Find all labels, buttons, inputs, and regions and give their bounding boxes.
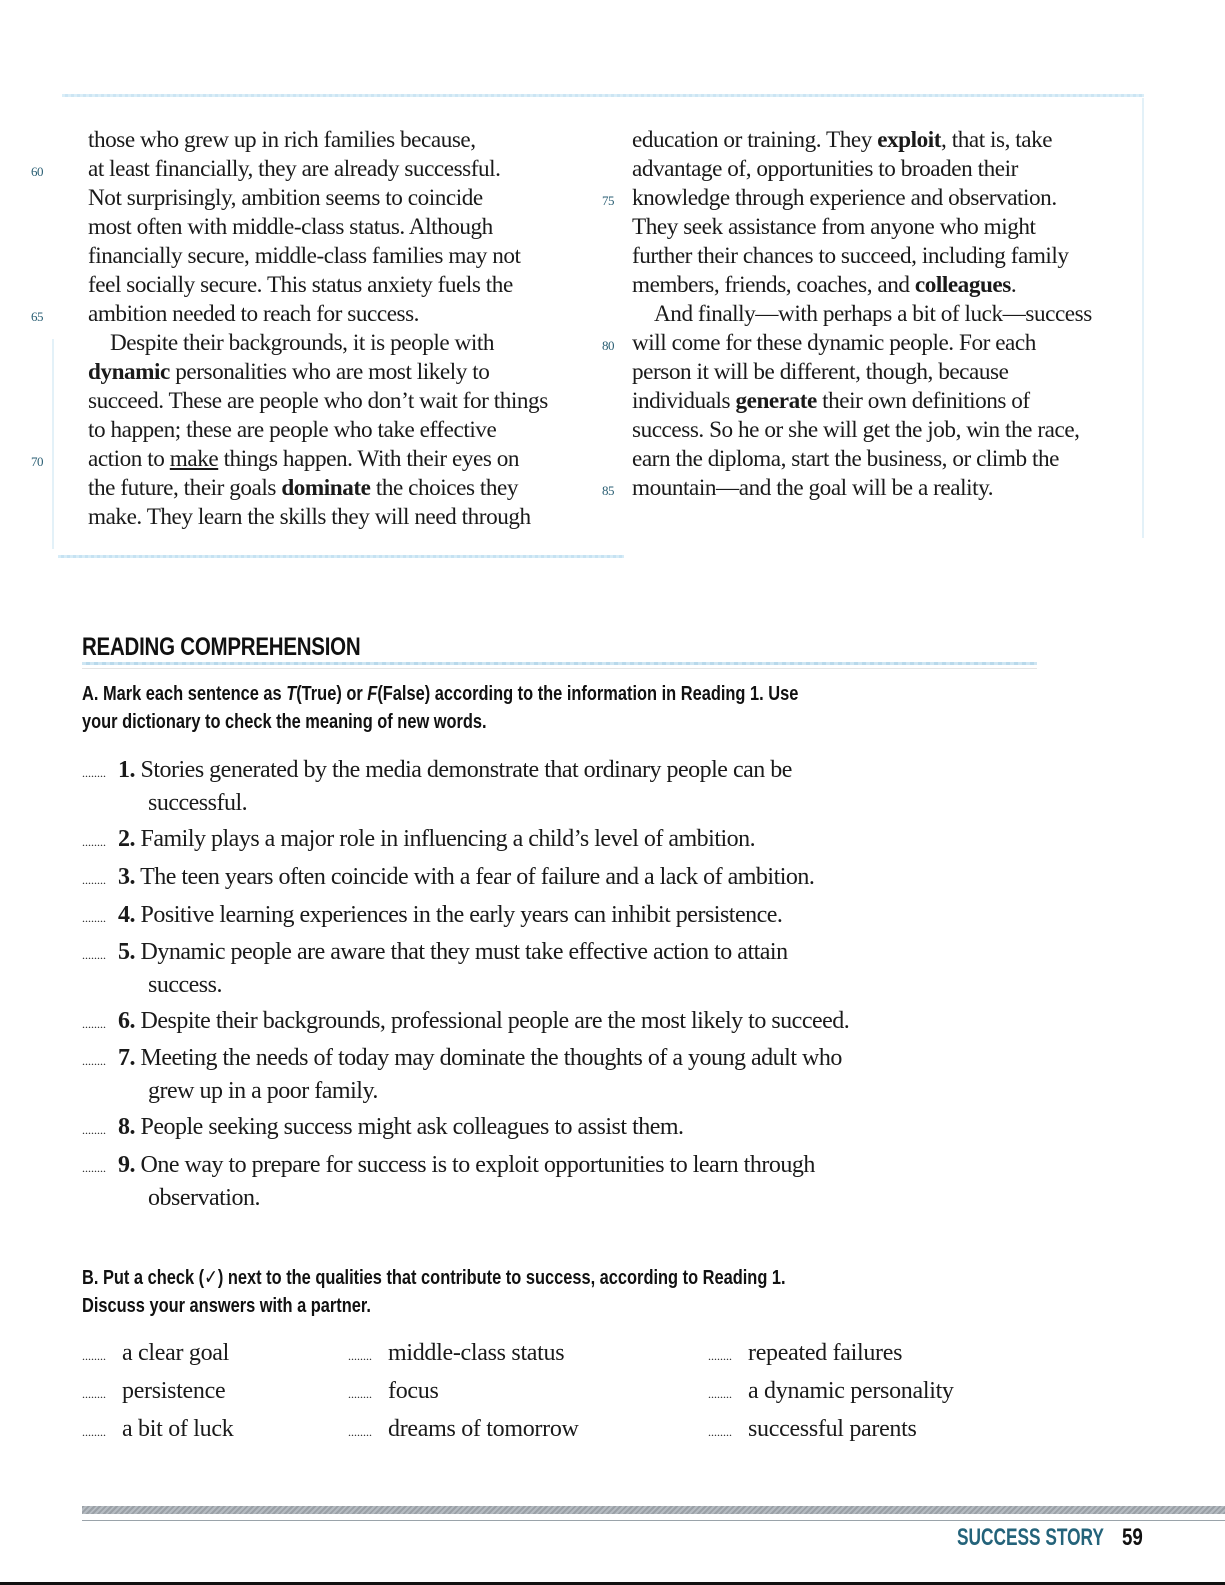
line-number: 80 [602, 338, 615, 353]
passage-text: members, friends, coaches, and [632, 272, 915, 298]
footer-bar [82, 1506, 1225, 1514]
check-blank[interactable]: ........ [708, 1387, 732, 1401]
passage-text: those who grew up in rich families because, [88, 127, 476, 153]
check-blank[interactable]: ........ [348, 1387, 372, 1401]
item-text: The teen years often coincide with a fear of failure and a lack of ambition. [140, 864, 815, 890]
check-blank[interactable]: ........ [348, 1349, 372, 1363]
line-number: 70 [31, 454, 44, 469]
false-letter: F [367, 682, 378, 705]
section-title: READING COMPREHENSION [82, 633, 361, 661]
item-number: 3. [118, 864, 135, 890]
quality-option [82, 1376, 225, 1409]
quality-label: persistence [122, 1378, 226, 1404]
item-number: 8. [118, 1114, 135, 1140]
check-blank[interactable]: ........ [82, 1349, 106, 1363]
passage-line [632, 271, 1132, 300]
check-blank[interactable]: ........ [82, 1387, 106, 1401]
passage-text: knowledge through experience and observation. [632, 185, 1057, 211]
quality-label: a dynamic personality [748, 1378, 954, 1404]
quality-option [708, 1376, 954, 1409]
page-number: 59 [1122, 1524, 1143, 1551]
quality-label: repeated failures [748, 1340, 903, 1366]
passage-line [632, 387, 1132, 416]
quality-option [348, 1376, 439, 1409]
passage-text: succeed. These are people who don’t wait for things [88, 388, 548, 414]
section-rule-thin [82, 668, 1037, 669]
answer-blank[interactable]: ........ [82, 1123, 106, 1137]
vocab-word: exploit [877, 127, 942, 153]
check-blank[interactable]: ........ [82, 1425, 106, 1439]
passage-text: earn the diploma, start the business, or climb the [632, 446, 1059, 472]
passage-text: at least financially, they are already successful. [88, 156, 501, 182]
answer-blank[interactable]: ........ [82, 766, 106, 780]
passage-text: Not surprisingly, ambition seems to coincide [88, 185, 483, 211]
true-false-item [82, 1150, 815, 1213]
passage-text: advantage of, opportunities to broaden their [632, 156, 1018, 182]
box-left-border [52, 339, 54, 549]
passage-text: individuals [632, 388, 736, 414]
passage-line [88, 416, 598, 445]
passage-text: to happen; these are people who take effective [88, 417, 497, 443]
item-number: 1. [118, 757, 135, 783]
quality-label: dreams of tomorrow [388, 1416, 579, 1442]
item-text: One way to prepare for success is to exploit opportunities to learn through [140, 1152, 815, 1178]
vocab-word: dynamic [88, 359, 170, 385]
quality-option [348, 1414, 579, 1447]
item-text: Meeting the needs of today may dominate the thoughts of a young adult who [140, 1045, 842, 1071]
passage-line [632, 242, 1132, 271]
passage-text: And finally—with perhaps a bit of luck—success [654, 301, 1092, 327]
answer-blank[interactable]: ........ [82, 1161, 106, 1175]
passage-text: make. They learn the skills they will need through [88, 504, 531, 530]
check-blank[interactable]: ........ [708, 1349, 732, 1363]
passage-line [31, 445, 598, 474]
instruction-text: (False) according to the information in Reading 1. Use [377, 682, 799, 705]
passage-text: person it will be different, though, because [632, 359, 1009, 385]
line-number: 75 [602, 193, 615, 208]
passage-line [632, 213, 1132, 242]
vocab-word: colleagues [914, 272, 1011, 298]
passage-line [602, 184, 1132, 213]
passage-text: education or training. They [632, 127, 878, 153]
passage-line [88, 271, 598, 300]
item-text: Positive learning experiences in the early years can inhibit persistence. [140, 902, 783, 928]
quality-label: middle-class status [388, 1340, 565, 1366]
item-number: 9. [118, 1152, 135, 1178]
check-blank[interactable]: ........ [708, 1425, 732, 1439]
quality-label: a clear goal [122, 1340, 229, 1366]
passage-line [88, 242, 598, 271]
quality-option [708, 1338, 902, 1371]
passage-line [31, 300, 598, 329]
passage-line [88, 213, 598, 242]
footer-line [82, 1520, 1225, 1521]
item-text: Despite their backgrounds, professional people are the most likely to succeed. [140, 1008, 850, 1034]
item-number: 7. [118, 1045, 135, 1071]
check-blank[interactable]: ........ [348, 1425, 372, 1439]
passage-text: financially secure, middle-class families may not [88, 243, 521, 269]
reading-column-left [31, 126, 598, 532]
underlined-word: make [169, 446, 219, 472]
box-top-border [62, 94, 1144, 97]
exercise-a-instruction-line2: your dictionary to check the meaning of new words. [82, 710, 487, 733]
passage-text: personalities who are most likely to [169, 359, 490, 385]
passage-text: success. So he or she will get the job, win the race, [632, 417, 1080, 443]
item-number: 2. [118, 826, 135, 852]
passage-line [88, 329, 598, 358]
passage-line [632, 155, 1132, 184]
true-false-item [82, 937, 788, 1000]
passage-line [632, 445, 1132, 474]
passage-line [632, 358, 1132, 387]
vocab-word: generate [735, 388, 817, 414]
exercise-b-instruction-line2: Discuss your answers with a partner. [82, 1294, 371, 1317]
true-false-item [82, 1112, 684, 1145]
answer-blank[interactable]: ........ [82, 1017, 106, 1031]
passage-line [88, 474, 598, 503]
passage-text: further their chances to succeed, including family [632, 243, 1069, 269]
true-false-item [82, 1043, 842, 1106]
box-bottom-border [58, 555, 624, 558]
item-text: People seeking success might ask colleagues to assist them. [140, 1114, 684, 1140]
item-text-continued: success. [148, 972, 222, 998]
item-text: Dynamic people are aware that they must take effective action to attain [140, 939, 788, 965]
item-text-continued: successful. [148, 790, 248, 816]
quality-option [348, 1338, 564, 1371]
passage-line [88, 184, 598, 213]
passage-text: , that is, take [941, 127, 1053, 153]
passage-text: . [1010, 272, 1017, 298]
item-text: Family plays a major role in influencing a child’s level of ambition. [140, 826, 756, 852]
item-text: Stories generated by the media demonstrate that ordinary people can be [140, 757, 792, 783]
passage-text: action to [88, 446, 170, 472]
quality-option [82, 1338, 229, 1371]
passage-line [602, 474, 1132, 503]
footer-chapter-title: SUCCESS STORY [957, 1524, 1104, 1551]
passage-line [632, 126, 1132, 155]
passage-text: feel socially secure. This status anxiety fuels the [88, 272, 513, 298]
passage-line [632, 416, 1132, 445]
instruction-text: A. Mark each sentence as [82, 682, 287, 705]
true-false-item [82, 1006, 849, 1039]
instruction-text: (True) or [296, 682, 368, 705]
quality-option [82, 1414, 233, 1447]
answer-blank[interactable]: ........ [82, 835, 106, 849]
passage-line [602, 329, 1132, 358]
item-text-continued: observation. [148, 1185, 260, 1211]
line-number: 85 [602, 483, 615, 498]
passage-line [88, 387, 598, 416]
quality-option [708, 1414, 917, 1447]
quality-label: focus [388, 1378, 439, 1404]
true-false-item [82, 824, 755, 857]
passage-text: things happen. With their eyes on [218, 446, 520, 472]
exercise-a-instruction-line1 [82, 680, 798, 708]
true-false-item [82, 755, 792, 818]
answer-blank[interactable]: ........ [82, 1054, 106, 1068]
quality-label: a bit of luck [122, 1416, 234, 1442]
passage-text: They seek assistance from anyone who might [632, 214, 1036, 240]
passage-line [31, 155, 598, 184]
answer-blank[interactable]: ........ [82, 911, 106, 925]
passage-line [632, 300, 1132, 329]
passage-text: ambition needed to reach for success. [88, 301, 420, 327]
vocab-word: dominate [281, 475, 371, 501]
passage-text: Despite their backgrounds, it is people with [110, 330, 494, 356]
box-right-border [1142, 98, 1144, 538]
true-false-item [82, 900, 782, 933]
answer-blank[interactable]: ........ [82, 948, 106, 962]
true-letter: T [286, 682, 297, 705]
item-number: 4. [118, 902, 135, 928]
passage-text: the future, their goals [88, 475, 282, 501]
item-number: 6. [118, 1008, 135, 1034]
passage-text: mountain—and the goal will be a reality. [632, 475, 994, 501]
passage-line [88, 358, 598, 387]
passage-text: their own definitions of [816, 388, 1030, 414]
passage-line [88, 503, 598, 532]
line-number: 60 [31, 164, 44, 179]
reading-column-right [602, 126, 1132, 503]
passage-line [88, 126, 598, 155]
passage-text: the choices they [370, 475, 519, 501]
section-rule [82, 662, 1037, 665]
quality-label: successful parents [748, 1416, 917, 1442]
line-number: 65 [31, 309, 44, 324]
passage-text: most often with middle-class status. Although [88, 214, 493, 240]
answer-blank[interactable]: ........ [82, 873, 106, 887]
exercise-b-instruction-line1: B. Put a check (✓) next to the qualities that contribute to success, according to Reading 1. [82, 1266, 786, 1289]
true-false-item [82, 862, 814, 895]
item-number: 5. [118, 939, 135, 965]
passage-text: will come for these dynamic people. For each [632, 330, 1036, 356]
item-text-continued: grew up in a poor family. [148, 1078, 378, 1104]
